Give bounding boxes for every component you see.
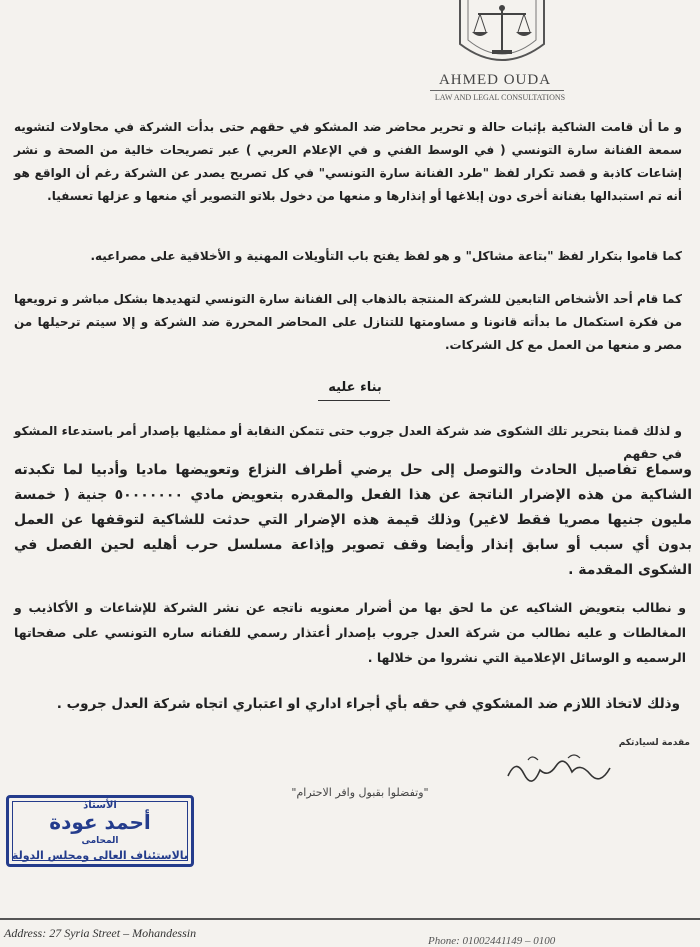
section-heading: بناء عليه [328,380,382,395]
firm-divider [430,90,564,91]
paragraph-compensation: وسماع تفاصيل الحادث والتوصل إلى حل يرضي أطراف النزاع وتعويضها ماديا وأدبيا لما تكبدته الشاكية من هذه الإضرار الناتجة عن هذا الفعل والمقدره بتعويض مادي ٥٠٠٠٠٠٠٠ جنية ( خمسة مليون جنيها مصريا فقط لاغير) وذلك قيمة هذه الإضرار التي حدثت للشاكية لتوقفها عن العمل بدون أي سبب أو سابق إنذار وأيضا وقف تصوير وإذاعة مسلسل حرب أهليه لحين الفصل في الشكوى المقدمة . [14,462,692,578]
stamp-court: بالاستئناف العالى ومجلس الدولة [11,849,189,862]
scales-of-justice-icon [442,0,562,70]
paragraph-action: وذلك لاتخاذ اللازم ضد المشكوي في حقه بأي أجراء اداري او اعتباري اتجاه شركة العدل جروب . [56,696,680,712]
stamp-name: أحمد عودة [49,810,151,834]
paragraph-defamation: و ما أن قامت الشاكية بإثبات حالة و تحرير محاضر ضد المشكو في حقهم حتى بدأت الشركة في محاولات لتشويه سمعة الفنانة سارة التونسي ( في الوسط الفني و في الإعلام العربي ) عبر تصريحات خالية من الصحة و نشر إشاعات كاذبة و قصد تكرار لفظ "طرد الفنانة سارة التونسي" في كل تصريح يصدر عن الشركة رغم أن الواقع هو أنه تم استبدالها بفنانة أخرى دون إبلاغها أو إنذارها و منعها من دخول بلاتو التصوير أي منعها و عزلها تعسفيا. [14,120,682,203]
footer-address: Address: 27 Syria Street – Mohandessin [4,926,197,940]
paragraph-complaint: و لذلك قمنا بتحرير تلك الشكوى ضد شركة العدل جروب حتى تتمكن النقابة أو ممثليها بإصدار أمر باستدعاء المشكو في حقهم [14,424,682,461]
footer-phone: Phone: 01002441149 – 0100 [428,935,556,947]
stamp-title: الأستاذ [83,800,117,811]
stamp-role: المحامى [81,836,119,846]
paragraph-moral-damages: و نطالب بتعويض الشاكيه عن ما لحق بها من أضرار معنويه ناتجه عن نشر الشركة للإشاعات و الأكاذيب و المغالطات و عليه نطالب من شركة العدل جروب بإصدار أعتذار رسمي للفنانه ساره التونسي على صفحاتها الرسميه و الوسائل الإعلامية التي نشروا من خلالها . [14,600,686,665]
paragraph-threat: كما قام أحد الأشخاص التابعين للشركة المنتجة بالذهاب إلى الفنانة سارة التونسي لتهديدها بشكل مباشر و ترويعها من فكرة استكمال ما بدأته قانونا و مساومتها للتنازل على المحاضر المحررة ضد الشركة و إلا سيتم ترحيلها من مصر و منعها من العمل مع كل الشركات. [14,292,682,352]
firm-subtitle: LAW AND LEGAL CONSULTATIONS [434,93,566,102]
handwritten-signature [498,748,618,788]
firm-name: AHMED OUDA [438,72,552,88]
heading-underline [318,400,390,401]
presented-by: مقدمة لسيادتكم [618,738,690,748]
footer-divider [0,918,700,920]
paragraph-repeated-phrase: كما قاموا بتكرار لفظ "بتاعة مشاكل" و هو لفظ يفتح باب التأويلات المهنية و الأخلاقية على مصراعيه. [90,249,682,263]
closing-line: "وتفضلوا بقبول وافر الاحترام" [291,786,429,799]
lawyer-stamp [6,795,194,867]
